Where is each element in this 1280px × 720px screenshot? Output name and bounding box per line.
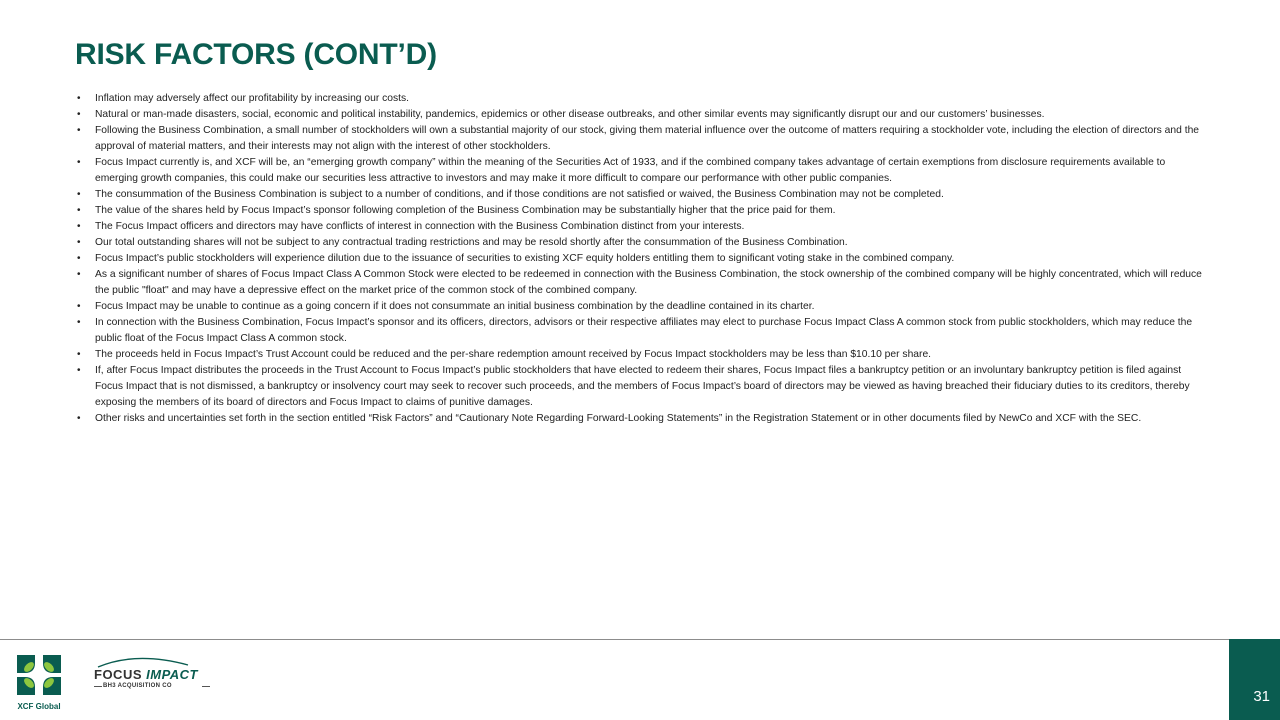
bullet-icon: • <box>77 221 81 232</box>
risk-factor-item <box>77 91 1202 107</box>
logo-rule-right <box>202 686 210 687</box>
bullet-icon: • <box>77 205 81 216</box>
bullet-icon: • <box>77 269 81 280</box>
risk-factors-list <box>77 91 1202 427</box>
risk-factor-item <box>77 363 1202 411</box>
risk-factor-item <box>77 203 1202 219</box>
risk-factor-text: Inflation may adversely affect our profitability by increasing our costs. <box>95 93 410 104</box>
risk-factor-text: Following the Business Combination, a small number of stockholders will own a substantial majority of our stock, giving them material influence over the outcome of matters requiring a stockholder vote, including the election of directors and the approval of material matters, and their interests may not align with the interest of other stockholders. <box>95 125 1200 152</box>
slide-title: RISK FACTORS (CONT’D) <box>75 38 437 71</box>
logo-rule-left <box>94 686 102 687</box>
risk-factor-text: Focus Impact may be unable to continue as a going concern if it does not consummate an initial business combination by the deadline contained in its charter. <box>95 301 815 312</box>
bullet-icon: • <box>77 253 81 264</box>
focus-impact-wordmark <box>94 667 198 682</box>
bullet-icon: • <box>77 413 81 424</box>
focus-word: FOCUS <box>94 667 142 682</box>
risk-factor-text: In connection with the Business Combination, Focus Impact’s sponsor and its officers, directors, advisors or their respective affiliates may elect to purchase Focus Impact Class A common stock from public stockholders, which may reduce the public float of the Focus Impact Class A common stock. <box>95 317 1193 344</box>
risk-factor-item <box>77 155 1202 187</box>
risk-factor-text: The consummation of the Business Combination is subject to a number of conditions, and if those conditions are not satisfied or waived, the Business Combination may not be completed. <box>95 189 944 200</box>
risk-factor-item <box>77 107 1202 123</box>
impact-word: IMPACT <box>146 667 198 682</box>
bullet-icon: • <box>77 189 81 200</box>
xcf-global-logo <box>15 653 63 711</box>
bullet-icon: • <box>77 125 81 136</box>
risk-factor-item <box>77 123 1202 155</box>
bullet-icon: • <box>77 237 81 248</box>
page-number-box <box>1229 639 1280 720</box>
bullet-icon: • <box>77 93 81 104</box>
bullet-icon: • <box>77 365 81 376</box>
bullet-icon: • <box>77 301 81 312</box>
risk-factor-item <box>77 235 1202 251</box>
bullet-icon: • <box>77 317 81 328</box>
risk-factor-text: Other risks and uncertainties set forth in the section entitled “Risk Factors” and “Cautionary Note Regarding Forward-Looking Statements” in the Registration Statement or in other documents filed by NewCo and XCF with the SEC. <box>95 413 1142 424</box>
risk-factor-text: Focus Impact currently is, and XCF will be, an “emerging growth company” within the meaning of the Securities Act of 1933, and if the combined company takes advantage of certain exemptions from disclosure requirements available to emerging growth companies, this could make our securities less attractive to investors and may make it more difficult to compare our performance with other public companies. <box>95 157 1166 184</box>
risk-factor-item <box>77 315 1202 347</box>
xcf-logo-text: XCF Global <box>17 702 61 711</box>
risk-factor-text: Focus Impact’s public stockholders will experience dilution due to the issuance of securities to existing XCF equity holders entitling them to significant voting stake in the combined company. <box>95 253 955 264</box>
risk-factor-text: As a significant number of shares of Focus Impact Class A Common Stock were elected to be redeemed in connection with the Business Combination, the stock ownership of the combined company will be highly concentrated, which will reduce the public "float" and may have a depressive effect on the market price of the common stock of the combined company. <box>95 269 1202 296</box>
risk-factor-text: If, after Focus Impact distributes the proceeds in the Trust Account to Focus Impact’s public stockholders that have elected to redeem their shares, Focus Impact files a bankruptcy petition or an involuntary bankruptcy petition is filed against Focus Impact that is not dismissed, a bankruptcy or insolvency court may seek to recover such proceeds, and the members of Focus Impact’s board of directors may be viewed as having breached their fiduciary duties to its creditors, thereby exposing the members of its board of directors and Focus Impact to claims of punitive damages. <box>95 365 1190 408</box>
risk-factor-text: The proceeds held in Focus Impact’s Trust Account could be reduced and the per-share redemption amount received by Focus Impact stockholders may be less than $10.10 per share. <box>95 349 932 360</box>
bullet-icon: • <box>77 349 81 360</box>
risk-factor-text: Our total outstanding shares will not be subject to any contractual trading restrictions and may be resold shortly after the consummation of the Business Combination. <box>95 237 848 248</box>
risk-factor-text: The Focus Impact officers and directors may have conflicts of interest in connection with the Business Combination distinct from your interests. <box>95 221 745 232</box>
focus-impact-subtitle: BH3 ACQUISITION CO <box>103 683 172 689</box>
xcf-leaf-icon <box>15 653 63 697</box>
risk-factor-item <box>77 187 1202 203</box>
bullet-icon: • <box>77 109 81 120</box>
focus-impact-logo <box>94 655 216 695</box>
risk-factor-item <box>77 251 1202 267</box>
risk-factor-item <box>77 299 1202 315</box>
risk-factor-item <box>77 219 1202 235</box>
risk-factor-item <box>77 411 1202 427</box>
risk-factor-item <box>77 267 1202 299</box>
risk-factor-item <box>77 347 1202 363</box>
risk-factor-text: The value of the shares held by Focus Impact’s sponsor following completion of the Business Combination may be substantially higher that the price paid for them. <box>95 205 836 216</box>
page-number: 31 <box>1253 688 1270 705</box>
risk-factor-text: Natural or man-made disasters, social, economic and political instability, pandemics, epidemics or other disease outbreaks, and other similar events may significantly disrupt our and our customers’ businesses. <box>95 109 1045 120</box>
bullet-icon: • <box>77 157 81 168</box>
footer-divider <box>0 639 1229 640</box>
